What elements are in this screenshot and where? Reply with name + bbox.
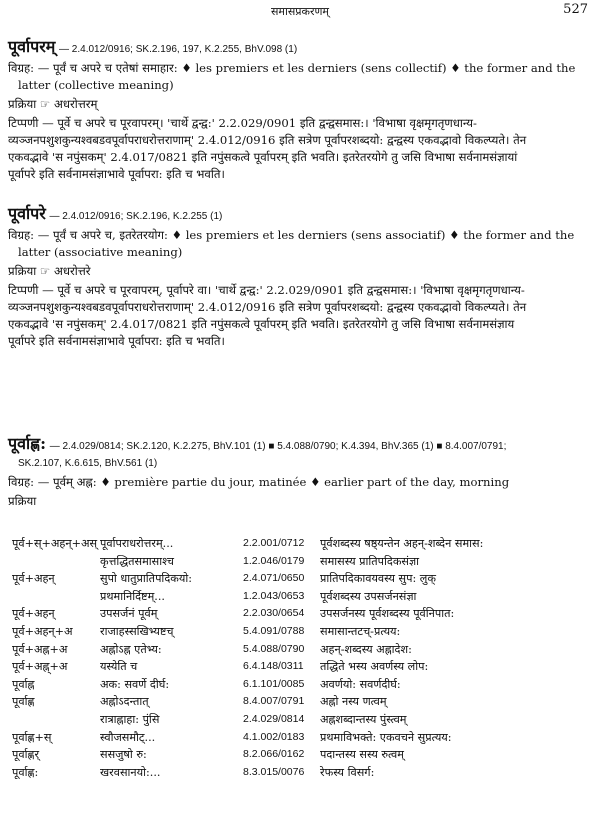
table-row bbox=[8, 536, 596, 554]
sutra-cell: अह्नोऽह्न एतेभ्य: bbox=[100, 642, 162, 656]
explanation-cell: अह्नशब्दान्तस्य पुंस्त्वम् bbox=[320, 712, 407, 726]
explanation-cell: अवर्णयो: सवर्णदीर्घ: bbox=[320, 677, 401, 691]
prakriya-table bbox=[8, 536, 596, 782]
vigraha-line: विग्रह: — पूर्वम् अह्न: ♦ première partie du jour, matinée ♦ earlier part of the day, morning bbox=[8, 475, 510, 489]
headword-line bbox=[8, 435, 596, 455]
table-row bbox=[8, 730, 596, 748]
form-cell: पूर्व+अहन्+अ bbox=[12, 624, 73, 638]
sutra-number-cell: 8.2.066/0162 bbox=[243, 748, 305, 761]
entry-purvahna bbox=[8, 435, 596, 510]
sutra-cell: कृत्तद्धितसमासाश्च bbox=[100, 554, 175, 568]
sutra-number-cell: 4.1.002/0183 bbox=[243, 730, 305, 743]
sutra-number-cell: 5.4.091/0788 bbox=[243, 624, 305, 637]
table-row bbox=[8, 694, 596, 712]
form-cell: पूर्व+अह्न्+अ bbox=[12, 660, 68, 674]
tippani-line: पूर्वापरे इति सर्वनामसंज्ञाभावे पूर्वापरा: इति च भवति। bbox=[8, 167, 225, 181]
entry-purvapare bbox=[8, 205, 596, 350]
explanation-cell: पूर्वशब्दस्य उपसर्जनसंज्ञा bbox=[320, 589, 417, 603]
sutra-cell: पूर्वापराधरोत्तरम्... bbox=[100, 537, 174, 550]
prakriya-reference: प्रक्रिया ☞ अधरोत्तरम् bbox=[8, 97, 98, 111]
entry-refs: — 2.4.029/0814; SK.2.120, K.2.275, BhV.101 (1) ■ 5.4.088/0790; K.4.394, BhV.365 (1) ■ 8.4.007/0791; bbox=[49, 441, 507, 452]
tippani-line: एकवद्भावे 'स नपुंसकम्' 2.4.017/0821 इति नपुंसकत्वे पूर्वापरम् इति भवति। इतरेतरयोगे तु जसि विभाषा सर्वनामसंज्ञाय bbox=[8, 317, 515, 331]
prakriya-label: प्रक्रिया bbox=[8, 494, 37, 508]
explanation-cell: समासस्य प्रातिपदिकसंज्ञा bbox=[320, 554, 420, 568]
sutra-number-cell: 1.2.043/0653 bbox=[243, 589, 305, 602]
sutra-cell: खरवसानयो:... bbox=[100, 765, 161, 779]
sutra-number-cell: 6.4.148/0311 bbox=[243, 660, 304, 673]
entry-refs-continued: SK.2.107, K.6.615, BhV.561 (1) bbox=[18, 458, 158, 469]
headword: पूर्वापरे bbox=[8, 204, 46, 223]
explanation-cell: उपसर्जनस्य पूर्वशब्दस्य पूर्वनिपात: bbox=[320, 607, 455, 621]
sutra-number-cell: 2.2.030/0654 bbox=[243, 607, 305, 620]
sutra-cell: सुपो धातुप्रातिपदिकयो: bbox=[100, 572, 193, 586]
table-row bbox=[8, 571, 596, 589]
table-row bbox=[8, 765, 596, 783]
sutra-cell: ससजुषो रु: bbox=[100, 748, 147, 762]
vigraha-line: विग्रह: — पूर्वं च अपरे च, इतरेतरयोग: ♦ les premiers et les derniers (sens associatif) ♦ the former and the bbox=[8, 228, 575, 242]
tippani-line: एकवद्भावे 'स नपुंसकम्' 2.4.017/0821 इति नपुंसकत्वे पूर्वापरम् इति भवति। इतरेतरयोगे तु जसि विभाषा सर्वनामसंज्ञायां bbox=[8, 150, 518, 164]
sutra-number-cell: 5.4.088/0790 bbox=[243, 642, 305, 655]
form-cell: पूर्व+स्+अहन्+अस् bbox=[12, 537, 98, 550]
table-row bbox=[8, 642, 596, 660]
sutra-cell: उपसर्जनं पूर्वम् bbox=[100, 607, 158, 621]
form-cell: पूर्व+अहन् bbox=[12, 607, 55, 621]
table-row bbox=[8, 624, 596, 642]
table-row bbox=[8, 747, 596, 765]
sutra-number-cell: 1.2.046/0179 bbox=[243, 554, 305, 567]
sutra-number-cell: 6.1.101/0085 bbox=[243, 677, 305, 690]
explanation-cell: समासान्तटच्-प्रत्यय: bbox=[320, 624, 401, 638]
explanation-cell: अह्नो नस्य णत्वम् bbox=[320, 695, 387, 709]
table-row bbox=[8, 677, 596, 695]
headword: पूर्वाह्ण: bbox=[8, 434, 47, 453]
table-row bbox=[8, 589, 596, 607]
entry-refs: — 2.4.012/0916; SK.2.196, K.2.255 (1) bbox=[49, 211, 223, 222]
sutra-cell: रात्राह्नाहा: पुंसि bbox=[100, 712, 160, 726]
sutra-cell: राजाहस्सखिभ्यष्टच् bbox=[100, 624, 174, 638]
sutra-number-cell: 2.4.029/0814 bbox=[243, 712, 305, 725]
page-number: 527 bbox=[563, 2, 588, 17]
explanation-cell: अहन्-शब्दस्य अह्नादेश: bbox=[320, 642, 412, 656]
headword-line bbox=[8, 38, 596, 58]
tippani-line: व्यञ्जनपशुशकुन्यश्वबडवपूर्वापराधरोत्तराणाम्' 2.4.012/0916 इति सत्रेण पूर्वापरशब्दयो: द्वन्द्वस्य एकवद्भावो विकल्प्यते। तेन bbox=[8, 133, 527, 147]
tippani-line: पूर्वापरे इति सर्वनामसंज्ञाभावे पूर्वापरा: इति च भवति। bbox=[8, 334, 225, 348]
tippani-line: टिप्पणी — पूर्वे च अपरे च पूरवापरम्, पूर्वापरे वा। 'चार्थे द्वन्द्व:' 2.2.029/0901 इति द्वन्द्वसमास:। 'विभाषा वृक्षमृगतृणधान्य- bbox=[8, 283, 525, 297]
sutra-cell: अह्नोऽदन्तात् bbox=[100, 695, 149, 709]
explanation-cell: प्रथमाविभक्ते: एकवचने सुप्रत्यय: bbox=[320, 730, 452, 744]
form-cell: पूर्वाह्ण: bbox=[12, 765, 39, 779]
entry-refs: — 2.4.012/0916; SK.2.196, 197, K.2.255, BhV.098 (1) bbox=[59, 44, 298, 55]
sutra-cell: प्रथमानिर्दिष्टम्... bbox=[100, 589, 165, 603]
entry-purvaparam bbox=[8, 38, 596, 183]
prakriya-reference: प्रक्रिया ☞ अधरोत्तरे bbox=[8, 264, 91, 278]
form-cell: पूर्वाह्ण+स् bbox=[12, 730, 52, 744]
explanation-cell: तद्धिते भस्य अवर्णस्य लोप: bbox=[320, 660, 429, 674]
explanation-cell: पूर्वशब्दस्य षष्ठ्यन्तेन अहन्-शब्देन समास: bbox=[320, 537, 484, 550]
sutra-number-cell: 8.4.007/0791 bbox=[243, 695, 305, 708]
vigraha-line: latter (associative meaning) bbox=[18, 245, 183, 259]
table-row bbox=[8, 554, 596, 572]
form-cell: पूर्वाह्ण bbox=[12, 695, 35, 709]
explanation-cell: रेफस्य विसर्ग: bbox=[320, 765, 375, 779]
sutra-cell: यस्येति च bbox=[100, 660, 138, 674]
form-cell: पूर्वाह्न bbox=[12, 677, 35, 691]
form-cell: पूर्व+अहन् bbox=[12, 572, 55, 586]
running-title: समासप्रकरणम् bbox=[270, 5, 330, 18]
sutra-number-cell: 2.2.001/0712 bbox=[243, 537, 305, 549]
sutra-cell: स्वौजसमौट्... bbox=[100, 730, 156, 744]
sutra-number-cell: 8.3.015/0076 bbox=[243, 765, 305, 778]
headword: पूर्वापरम् bbox=[8, 37, 56, 56]
sutra-number-cell: 2.4.071/0650 bbox=[243, 572, 305, 585]
tippani-line: टिप्पणी — पूर्वे च अपरे च पूरवापरम्। 'चार्थे द्वन्द्व:' 2.2.029/0901 इति द्वन्द्वसमास:। 'विभाषा वृक्षमृगतृणधान्य- bbox=[8, 116, 477, 130]
form-cell: पूर्वाह्णर् bbox=[12, 748, 40, 762]
vigraha-line: विग्रह: — पूर्वं च अपरे च एतेषां समाहार: ♦ les premiers et les derniers (sens collectif) ♦ the former and the bbox=[8, 61, 576, 75]
table-row bbox=[8, 712, 596, 730]
headword-line bbox=[8, 205, 596, 225]
sutra-cell: अक: सवर्णे दीर्घ: bbox=[100, 677, 170, 691]
form-cell: पूर्व+अह्न+अ bbox=[12, 642, 68, 656]
explanation-cell: प्रातिपदिकावयवस्य सुप: लुक् bbox=[320, 572, 436, 586]
tippani-line: व्यञ्जनपशुशकुन्यश्वबडवपूर्वापराधरोत्तराणाम्' 2.4.012/0916 इति सत्रेण पूर्वापरशब्दयो: द्वन्द्वस्य एकवद्भावो विकल्प्यते। तेन bbox=[8, 300, 527, 314]
page-header bbox=[0, 2, 600, 22]
table-row bbox=[8, 606, 596, 624]
explanation-cell: पदान्तस्य सस्य रुत्वम् bbox=[320, 748, 404, 762]
table-row bbox=[8, 659, 596, 677]
vigraha-line: latter (collective meaning) bbox=[18, 78, 174, 92]
